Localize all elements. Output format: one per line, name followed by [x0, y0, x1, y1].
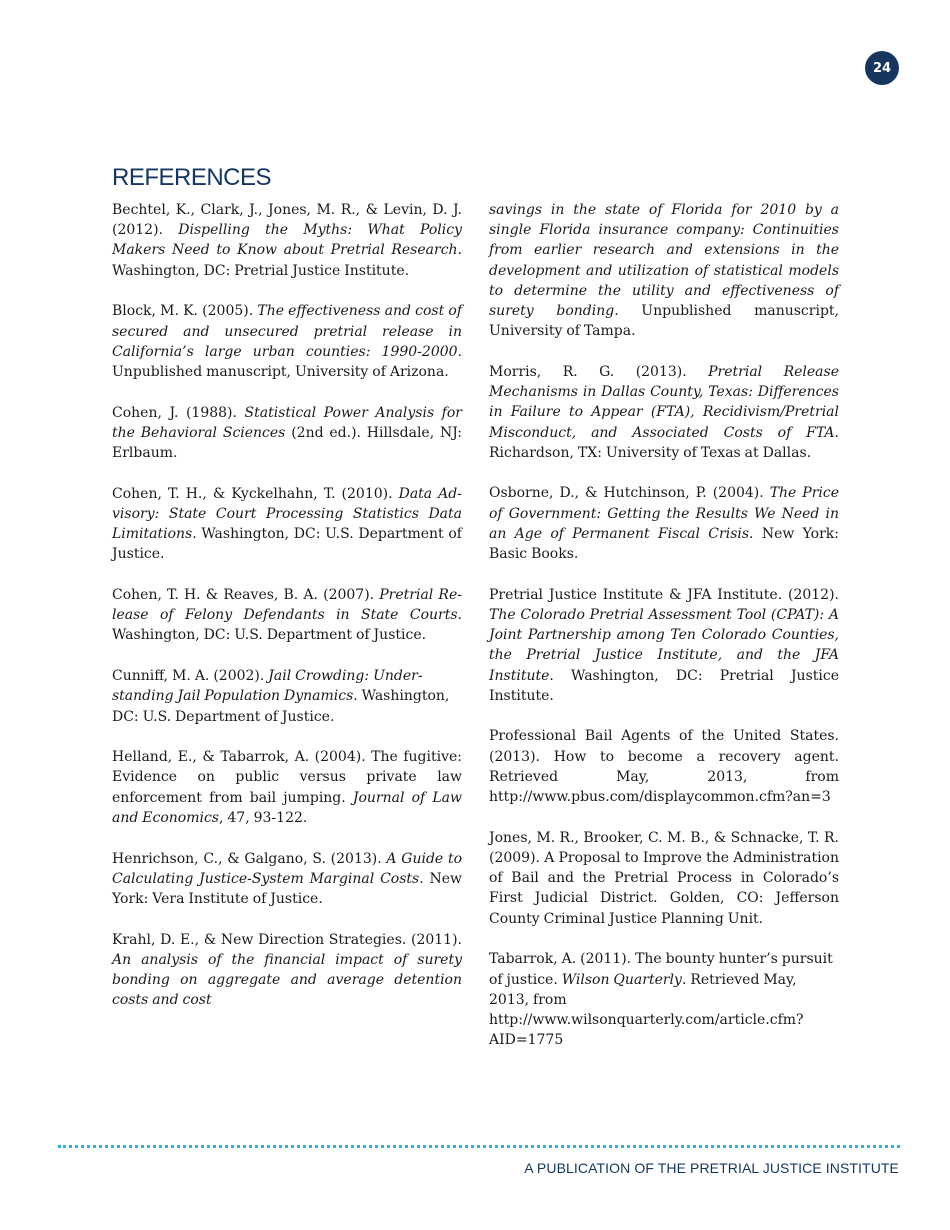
reference-entry: Jones, M. R., Brooker, C. M. B., & Schnacke, T. R. (2009). A Proposal to Improve the Administration of Bail and the Pretrial Process in Colorado’s First Judicial District. Golden, CO: Jefferson County Criminal Justice Planning Unit. — [489, 829, 839, 927]
page-number-badge: 24 — [865, 51, 899, 85]
reference-entry: Cohen, T. H., & Kyckelhahn, T. (2010). Data Advisory: State Court Processing Statistics Data Limitations. Washington, DC: U.S. Department of Justice. — [112, 485, 462, 563]
reference-entry: Cohen, J. (1988). Statistical Power Analysis for the Behavioral Sciences (2nd ed.). Hillsdale, NJ: Erlbaum. — [112, 404, 462, 462]
reference-entry: savings in the state of Florida for 2010 by a single Florida insurance company: Continuities from earlier research and extensions in the development and utilization of statistical models to determine the utility and effectiveness of surety bonding. Unpublished manuscript, University of Tampa. — [489, 202, 839, 340]
reference-entry: Block, M. K. (2005). The effectiveness and cost of secured and unsecured pretrial release in California’s large urban counties: 1990-2000. Unpublished manuscript, University of Arizona. — [112, 303, 462, 380]
reference-entry: Tabarrok, A. (2011). The bounty hunter’s pursuit of justice. Wilson Quarterly. Retrieved May, 2013, from http://www.wilsonquarterly.com/article.cfm?AID=1775 — [489, 951, 833, 1049]
footer-divider — [58, 1145, 900, 1148]
reference-entry: Professional Bail Agents of the United States. (2013). How to become a recovery agent. Retrieved May, 2013, from http://www.pbus.com/displaycommon.cfm?an=3 — [489, 728, 839, 806]
reference-entry: Krahl, D. E., & New Direction Strategies. (2011). An analysis of the financial impact of surety bonding on aggregate and average detention costs and cost — [112, 931, 462, 1009]
reference-entry: Morris, R. G. (2013). Pretrial Release Mechanisms in Dallas County, Texas: Differences in Failure to Appear (FTA), Recidivism/Pretrial Misconduct, and Associated Costs of FTA. Richardson, TX: University of Texas at Dallas. — [489, 363, 839, 461]
references-right-column — [489, 200, 839, 1071]
reference-entry: Bechtel, K., Clark, J., Jones, M. R., & Levin, D. J. (2012). Dispelling the Myths: What Policy Makers Need to Know about Pretrial Research. Washington, DC: Pretrial Justice Institute. — [112, 202, 462, 279]
reference-entry: Pretrial Justice Institute & JFA Institute. (2012). The Colorado Pretrial Assessment Tool (CPAT): A Joint Partnership among Ten Colorado Counties, the Pretrial Justice Institute, and the JFA Institute. Washington, DC: Pretrial Justice Institute. — [489, 586, 839, 704]
footer-publication-line: A PUBLICATION OF THE PRETRIAL JUSTICE INSTITUTE — [524, 1160, 899, 1176]
reference-entry: Henrichson, C., & Galgano, S. (2013). A Guide to Calculating Justice-System Marginal Costs. New York: Vera Institute of Justice. — [112, 850, 462, 907]
reference-entry: Cunniff, M. A. (2002). Jail Crowding: Understanding Jail Population Dynamics. Washington, DC: U.S. Department of Justice. — [112, 668, 450, 725]
references-left-column — [112, 200, 462, 1031]
reference-entry: Cohen, T. H. & Reaves, B. A. (2007). Pretrial Release of Felony Defendants in State Courts. Washington, DC: U.S. Department of Justice. — [112, 587, 462, 644]
reference-entry: Helland, E., & Tabarrok, A. (2004). The fugitive: Evidence on public versus private law enforcement from bail jumping. Journal of Law and Economics, 47, 93-122. — [112, 749, 462, 826]
reference-entry: Osborne, D., & Hutchinson, P. (2004). The Price of Government: Getting the Results We Need in an Age of Permanent Fiscal Crisis. New York: Basic Books. — [489, 485, 840, 563]
page-title: REFERENCES — [112, 164, 272, 191]
